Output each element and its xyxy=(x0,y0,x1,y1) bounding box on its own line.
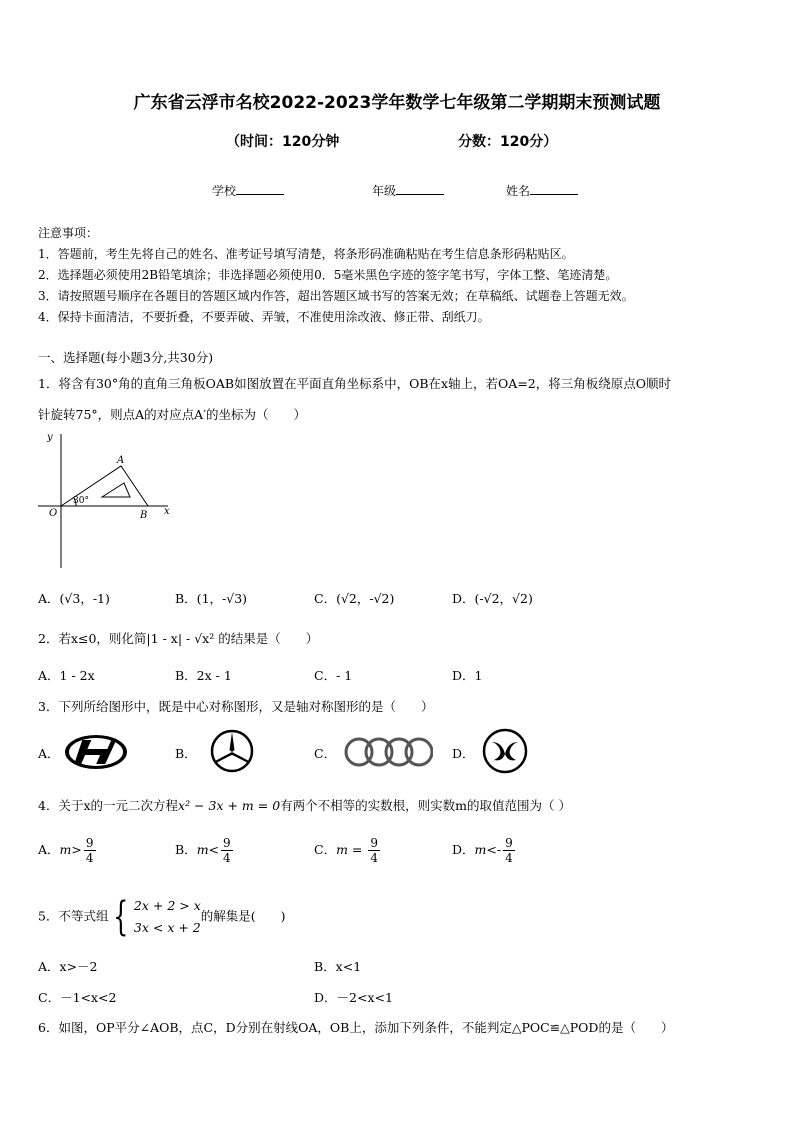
q5-option-b[interactable]: B．x<1 xyxy=(314,959,362,974)
q3-option-c[interactable]: C． xyxy=(314,746,337,761)
angle-label: 30° xyxy=(73,496,89,506)
school-blank xyxy=(236,182,284,195)
question-3: 3．下列所给图形中，既是中心对称图形，又是轴对称图形的是（ ） xyxy=(38,699,434,714)
q4d-denominator: 4 xyxy=(505,851,513,865)
q3-option-b[interactable]: B． xyxy=(175,746,197,761)
axis-label-x: x xyxy=(164,506,170,517)
note-item: 2．选择题必须使用2B铅笔填涂；非选择题必须使用0．5毫米黑色字迹的签字笔书写，字体工整、笔迹清楚。 xyxy=(38,268,618,282)
question-5: 5．不等式组 { 2x + 2 > x 3x < x + 2 的解集是( ) xyxy=(38,894,286,940)
school-label: 学校 xyxy=(212,184,237,198)
q5-stem-end: 的解集是( ) xyxy=(200,908,286,924)
q3-option-a[interactable]: A． xyxy=(38,746,60,761)
name-label: 姓名 xyxy=(506,184,531,198)
audi-rings-icon xyxy=(343,736,433,768)
page-title: 广东省云浮市名校2022-2023学年数学七年级第二学期期末预测试题 xyxy=(133,93,661,113)
question-4 xyxy=(38,796,571,814)
q4c-denominator: 4 xyxy=(370,851,378,865)
q4-stem-start: 4．关于x的一元二次方程 xyxy=(38,798,179,813)
q2-option-a[interactable]: A．1 - 2x xyxy=(38,668,95,683)
note-item: 3．请按照题号顺序在各题目的答题区域内作答，超出答题区域书写的答案无效；在草稿纸、试题卷上答题无效。 xyxy=(38,289,634,303)
q3-option-d[interactable]: D． xyxy=(452,746,475,761)
q5-option-c[interactable]: C．－1<x<2 xyxy=(38,990,117,1005)
exam-time: （时间：120分钟 xyxy=(226,134,340,150)
point-label-a: A xyxy=(117,455,125,466)
q1-option-a[interactable]: A．(√3，-1) xyxy=(38,591,110,606)
notes-block xyxy=(38,223,634,328)
axis-label-y: y xyxy=(47,432,53,443)
question-1-line1: 1．将含有30°角的直角三角板OAB如图放置在平面直角坐标系中，OB在x轴上，若OA=2，将三角板绕原点O顺时 xyxy=(38,376,672,391)
q4-equation: x² − 3x + m = 0 xyxy=(178,798,281,813)
hyundai-logo-icon xyxy=(64,732,128,772)
q4-option-d[interactable]: D．m<- $\frac{9}{4}$ xyxy=(452,836,513,865)
notes-heading: 注意事项： xyxy=(38,226,99,240)
q2-option-b[interactable]: B．2x - 1 xyxy=(175,668,232,683)
q5-option-a[interactable]: A．x>－2 xyxy=(38,959,98,974)
q1-option-c[interactable]: C．(√2，-√2) xyxy=(314,591,395,606)
name-blank xyxy=(530,182,578,195)
mercedes-logo-icon xyxy=(209,728,255,774)
question-1-figure xyxy=(36,430,176,570)
note-item: 1．答题前，考生先将自己的姓名、准考证号填写清楚，将条形码准确粘贴在考生信息条形码粘贴区。 xyxy=(38,247,574,261)
grade-blank xyxy=(396,182,444,195)
q4-option-a[interactable]: A．m> $\frac{9}{4}$ xyxy=(38,836,94,865)
section-heading: 一、选择题(每小题3分,共30分) xyxy=(38,350,214,365)
q1-option-d[interactable]: D．(-√2，√2) xyxy=(452,591,533,606)
q4c-numerator: 9 xyxy=(370,836,378,850)
q4-option-c[interactable]: C．m = $\frac{9}{4}$ xyxy=(314,836,378,865)
name-field xyxy=(506,182,578,199)
q5-stem-start: 5．不等式组 xyxy=(38,908,109,924)
question-1-line2: 针旋转75°，则点A的对应点A′的坐标为（ ） xyxy=(38,407,307,422)
q2-option-d[interactable]: D．1 xyxy=(452,668,483,683)
q5-inequality-2: 3x < x + 2 xyxy=(133,920,201,935)
q4d-numerator: 9 xyxy=(505,836,513,850)
question-2: 2．若x≤0，则化简|1 - x| - √x² 的结果是（ ） xyxy=(38,631,319,646)
point-label-o: O xyxy=(49,508,58,519)
q4a-numerator: 9 xyxy=(85,836,94,850)
q1-option-b[interactable]: B．(1，-√3) xyxy=(175,591,248,606)
school-field xyxy=(212,182,284,199)
q2-option-c[interactable]: C．- 1 xyxy=(314,668,353,683)
q4b-numerator: 9 xyxy=(223,836,231,850)
note-item: 4．保持卡面清洁，不要折叠，不要弄破、弄皱，不准使用涂改液、修正带、刮纸刀。 xyxy=(38,310,490,324)
dongfeng-logo-icon xyxy=(482,728,528,774)
q4b-denominator: 4 xyxy=(223,851,231,865)
question-6: 6．如图，OP平分∠AOB，点C，D分别在射线OA，OB上，添加下列条件，不能判定△POC≌△POD的是（ ） xyxy=(38,1020,674,1035)
q5-option-d[interactable]: D．－2<x<1 xyxy=(314,990,393,1005)
grade-field xyxy=(372,182,444,199)
exam-score: 分数：120分） xyxy=(458,134,558,150)
point-label-b: B xyxy=(140,510,148,521)
q4-option-b[interactable]: B．m< $\frac{9}{4}$ xyxy=(175,836,231,865)
grade-label: 年级 xyxy=(372,184,397,198)
q4a-denominator: 4 xyxy=(85,851,94,865)
q4-stem-end: 有两个不相等的实数根，则实数m的取值范围为（ ） xyxy=(280,798,571,813)
q5-inequality-1: 2x + 2 > x xyxy=(133,898,201,913)
